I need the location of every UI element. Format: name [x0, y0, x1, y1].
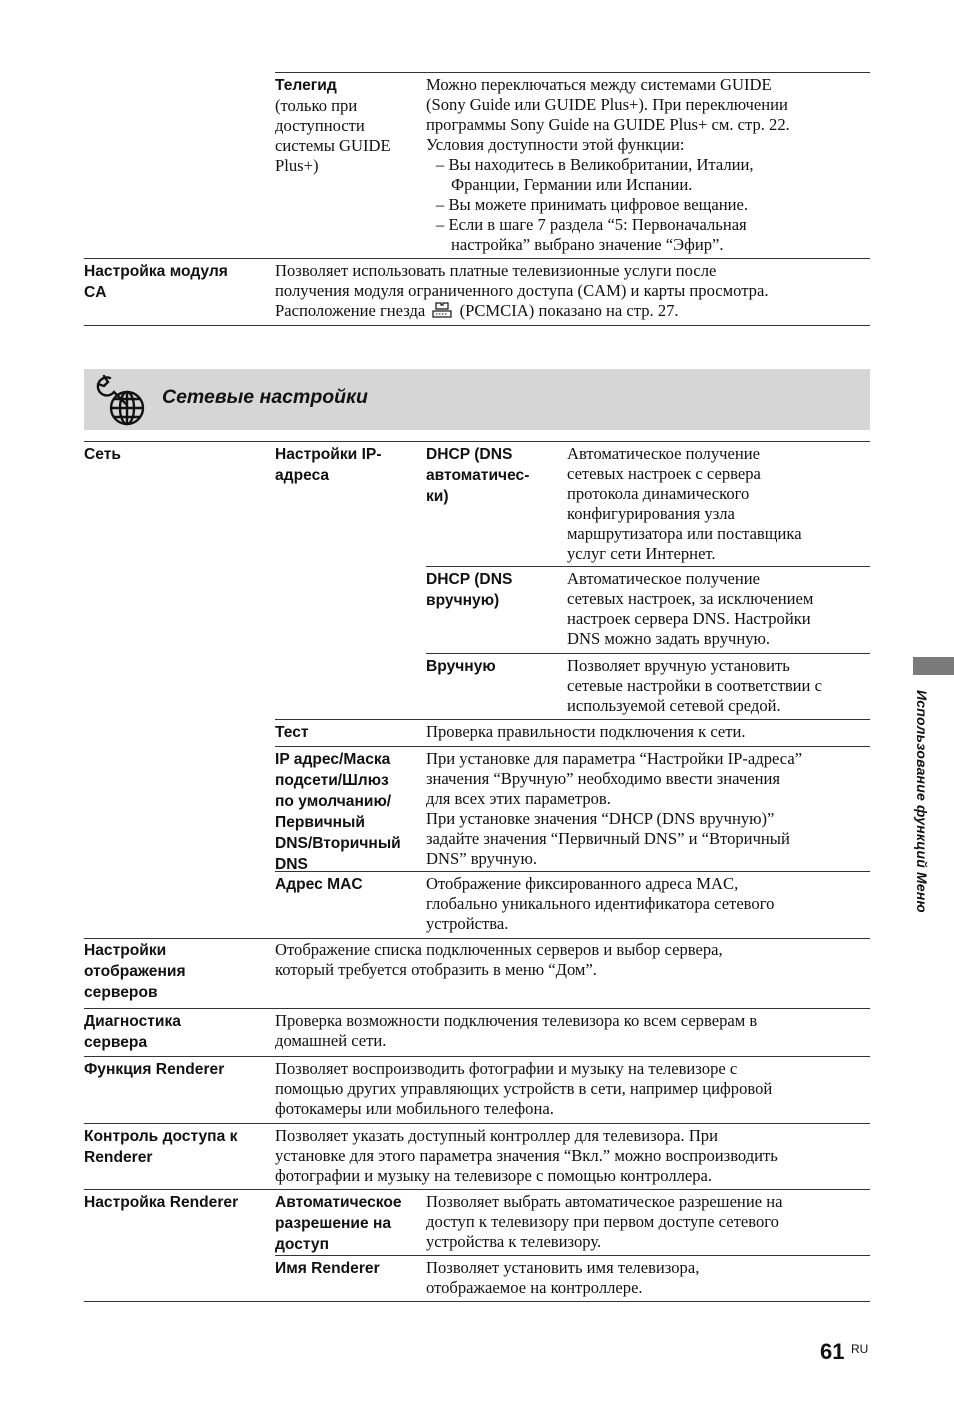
renderer-item-label-line: разрешение на — [275, 1215, 392, 1232]
renderer-item-desc-line: отображаемое на контроллере. — [426, 1278, 643, 1297]
rule — [84, 1123, 870, 1124]
ip-address-label-line: DNS — [275, 856, 308, 873]
ca-description — [275, 261, 870, 321]
ip-option-dhcp-manual-label — [426, 569, 561, 611]
rule — [84, 441, 870, 442]
renderer-setup-label: Настройка Renderer — [84, 1194, 239, 1211]
row-desc-line: фотокамеры или мобильного телефона. — [275, 1099, 554, 1118]
test-label: Тест — [275, 724, 309, 741]
guide-label-note-2: доступности — [275, 116, 365, 135]
renderer-auto-access-label — [275, 1192, 425, 1255]
ip-option-manual-label: Вручную — [426, 658, 496, 675]
row-desc-line: Позволяет воспроизводить фотографии и музыку на телевизоре с — [275, 1059, 738, 1078]
option-desc-line: услуг сети Интернет. — [567, 544, 716, 563]
ca-label — [84, 261, 269, 303]
option-label-line: DHCP (DNS — [426, 446, 513, 463]
row-desc-line: который требуется отобразить в меню “Дом”. — [275, 960, 597, 979]
server-diagnostics-desc — [275, 1011, 870, 1051]
rule — [84, 1008, 870, 1009]
renderer-access-label — [84, 1126, 274, 1168]
mac-desc-line: глобально уникального идентификатора сетевого — [426, 894, 775, 913]
option-desc-line: Автоматическое получение — [567, 444, 760, 463]
mac-label: Адрес MAC — [275, 876, 363, 893]
ip-address-desc-line: значения “Вручную” необходимо ввести значения — [426, 769, 780, 788]
server-display-label — [84, 940, 269, 1003]
guide-label-title: Телегид — [275, 77, 337, 94]
ip-settings-label-line: Настройки IP- — [275, 446, 382, 463]
server-diagnostics-label — [84, 1011, 269, 1053]
guide-desc-line: Можно переключаться между системами GUIDE — [426, 75, 772, 94]
option-label-line: вручную) — [426, 592, 500, 609]
ip-address-desc-line: задайте значения “Первичный DNS” и “Вторичный — [426, 829, 790, 848]
rule — [275, 72, 870, 73]
ip-option-dhcp-manual-desc — [567, 569, 870, 649]
renderer-item-desc-line: устройства к телевизору. — [426, 1232, 602, 1251]
row-label-line: Настройки — [84, 942, 167, 959]
test-desc: Проверка правильности подключения к сети. — [426, 722, 746, 741]
option-desc-line: маршрутизатора или поставщика — [567, 524, 802, 543]
mac-desc-line: Отображение фиксированного адреса MAC, — [426, 874, 739, 893]
renderer-name-label: Имя Renderer — [275, 1260, 380, 1277]
rule — [84, 938, 870, 939]
page-language: RU — [851, 1342, 869, 1356]
rule — [426, 653, 870, 654]
option-desc-line: протокола динамического — [567, 484, 750, 503]
renderer-auto-access-desc — [426, 1192, 870, 1252]
ip-option-dhcp-auto-desc — [567, 444, 870, 564]
guide-label — [275, 75, 420, 176]
ip-address-desc-line: для всех этих параметров. — [426, 789, 611, 808]
row-label-line: отображения — [84, 963, 186, 980]
ca-label-line: Настройка модуля — [84, 263, 228, 280]
option-desc-line: сетевых настроек, за исключением — [567, 589, 814, 608]
option-desc-line: сетевые настройки в соответствии с — [567, 676, 822, 695]
guide-description — [426, 75, 870, 255]
page-number: 61 — [820, 1339, 845, 1364]
option-desc-line: DNS можно задать вручную. — [567, 629, 771, 648]
ca-desc-pre: Расположение гнезда — [275, 301, 426, 320]
ip-settings-label-line: адреса — [275, 467, 330, 484]
ip-address-label-line: DNS/Вторичный — [275, 835, 401, 852]
rule — [426, 566, 870, 567]
server-display-desc — [275, 940, 870, 980]
row-desc-line: Позволяет указать доступный контроллер для телевизора. При — [275, 1126, 718, 1145]
option-desc-line: Позволяет вручную установить — [567, 656, 790, 675]
guide-bullet-3: – Если в шаге 7 раздела “5: Первоначальная — [436, 215, 747, 234]
ip-address-desc-line: При установке значения “DHCP (DNS вручную)” — [426, 809, 775, 828]
rule — [275, 1255, 870, 1256]
rule — [84, 325, 870, 326]
row-label-line: Диагностика — [84, 1013, 181, 1030]
option-desc-line: настроек сервера DNS. Настройки — [567, 609, 811, 628]
ip-address-desc-line: DNS” вручную. — [426, 849, 537, 868]
rule — [275, 871, 870, 872]
row-desc-line: помощью других управляющих устройств в сети, например цифровой — [275, 1079, 773, 1098]
ip-option-dhcp-auto-label — [426, 444, 561, 507]
row-label-line: Renderer — [84, 1149, 153, 1166]
row-label-line: сервера — [84, 1034, 148, 1051]
section-title: Сетевые настройки — [162, 386, 368, 408]
ip-address-label-line: IP адрес/Маска — [275, 751, 391, 768]
renderer-name-desc — [426, 1258, 870, 1298]
mac-desc-line: устройства. — [426, 914, 509, 933]
guide-label-note-3: системы GUIDE — [275, 136, 391, 155]
network-label: Сеть — [84, 446, 121, 463]
row-desc-line: домашней сети. — [275, 1031, 387, 1050]
ca-desc-line — [275, 301, 870, 321]
renderer-item-label-line: Автоматическое — [275, 1194, 402, 1211]
guide-desc-line: программы Sony Guide на GUIDE Plus+ см. стр. 22. — [426, 115, 790, 134]
renderer-item-desc-line: доступ к телевизору при первом доступе сетевого — [426, 1212, 779, 1231]
row-desc-line: Проверка возможности подключения телевизора ко всем серверам в — [275, 1011, 758, 1030]
option-desc-line: используемой сетевой средой. — [567, 696, 781, 715]
guide-desc-line: (Sony Guide или GUIDE Plus+). При переключении — [426, 95, 788, 114]
rule — [84, 1189, 870, 1190]
mac-desc — [426, 874, 870, 934]
ip-address-label-line: Первичный — [275, 814, 365, 831]
option-desc-line: конфигурирования узла — [567, 504, 735, 523]
ip-settings-label — [275, 444, 420, 486]
rule — [275, 719, 870, 720]
option-desc-line: сетевых настроек с сервера — [567, 464, 761, 483]
guide-label-note-1: (только при — [275, 96, 358, 115]
renderer-item-desc-line: Позволяет установить имя телевизора, — [426, 1258, 700, 1277]
network-settings-icon — [90, 372, 148, 428]
guide-bullet-1: – Вы находитесь в Великобритании, Италии, — [436, 155, 754, 174]
rule — [275, 746, 870, 747]
ip-address-label-line: подсети/Шлюз — [275, 772, 389, 789]
ca-desc-post: (PCMCIA) показано на стр. 27. — [459, 301, 679, 320]
guide-desc-line: Условия доступности этой функции: — [426, 135, 685, 154]
ca-desc-line: получения модуля ограниченного доступа (CAM) и карты просмотра. — [275, 281, 769, 300]
rule — [84, 1301, 870, 1302]
row-desc-line: установке для этого параметра значения “Вкл.” можно воспроизводить — [275, 1146, 778, 1165]
option-label-line: DHCP (DNS — [426, 571, 513, 588]
ip-address-desc — [426, 749, 870, 869]
option-label-line: автоматичес- — [426, 467, 530, 484]
renderer-item-desc-line: Позволяет выбрать автоматическое разрешение на — [426, 1192, 783, 1211]
side-tab-marker — [913, 657, 954, 675]
renderer-function-desc — [275, 1059, 870, 1119]
guide-label-note-4: Plus+) — [275, 156, 319, 175]
option-desc-line: Автоматическое получение — [567, 569, 760, 588]
ip-address-desc-line: При установке для параметра “Настройки IP-адреса” — [426, 749, 803, 768]
ca-label-line: CA — [84, 284, 107, 301]
renderer-function-label: Функция Renderer — [84, 1061, 225, 1078]
row-desc-line: фотографии и музыку на телевизоре с помощью контроллера. — [275, 1166, 713, 1185]
guide-bullet-3-cont: настройка” выбрано значение “Эфир”. — [451, 235, 724, 254]
renderer-item-label-line: доступ — [275, 1236, 330, 1253]
row-label-line: Контроль доступа к — [84, 1128, 238, 1145]
rule — [84, 1056, 870, 1057]
option-label-line: ки) — [426, 488, 449, 505]
ip-address-label-line: по умолчанию/ — [275, 793, 392, 810]
ip-address-label — [275, 749, 425, 875]
renderer-access-desc — [275, 1126, 870, 1186]
rule — [84, 258, 870, 259]
row-label-line: серверов — [84, 984, 158, 1001]
ip-option-manual-desc — [567, 656, 870, 716]
side-tab-label: Использование функций Меню — [914, 690, 930, 913]
ca-desc-line: Позволяет использовать платные телевизионные услуги после — [275, 261, 717, 280]
guide-bullet-2: – Вы можете принимать цифровое вещание. — [436, 195, 749, 214]
pcmcia-slot-icon — [431, 301, 453, 319]
row-desc-line: Отображение списка подключенных серверов и выбор сервера, — [275, 940, 723, 959]
guide-bullet-1-cont: Франции, Германии или Испании. — [451, 175, 693, 194]
